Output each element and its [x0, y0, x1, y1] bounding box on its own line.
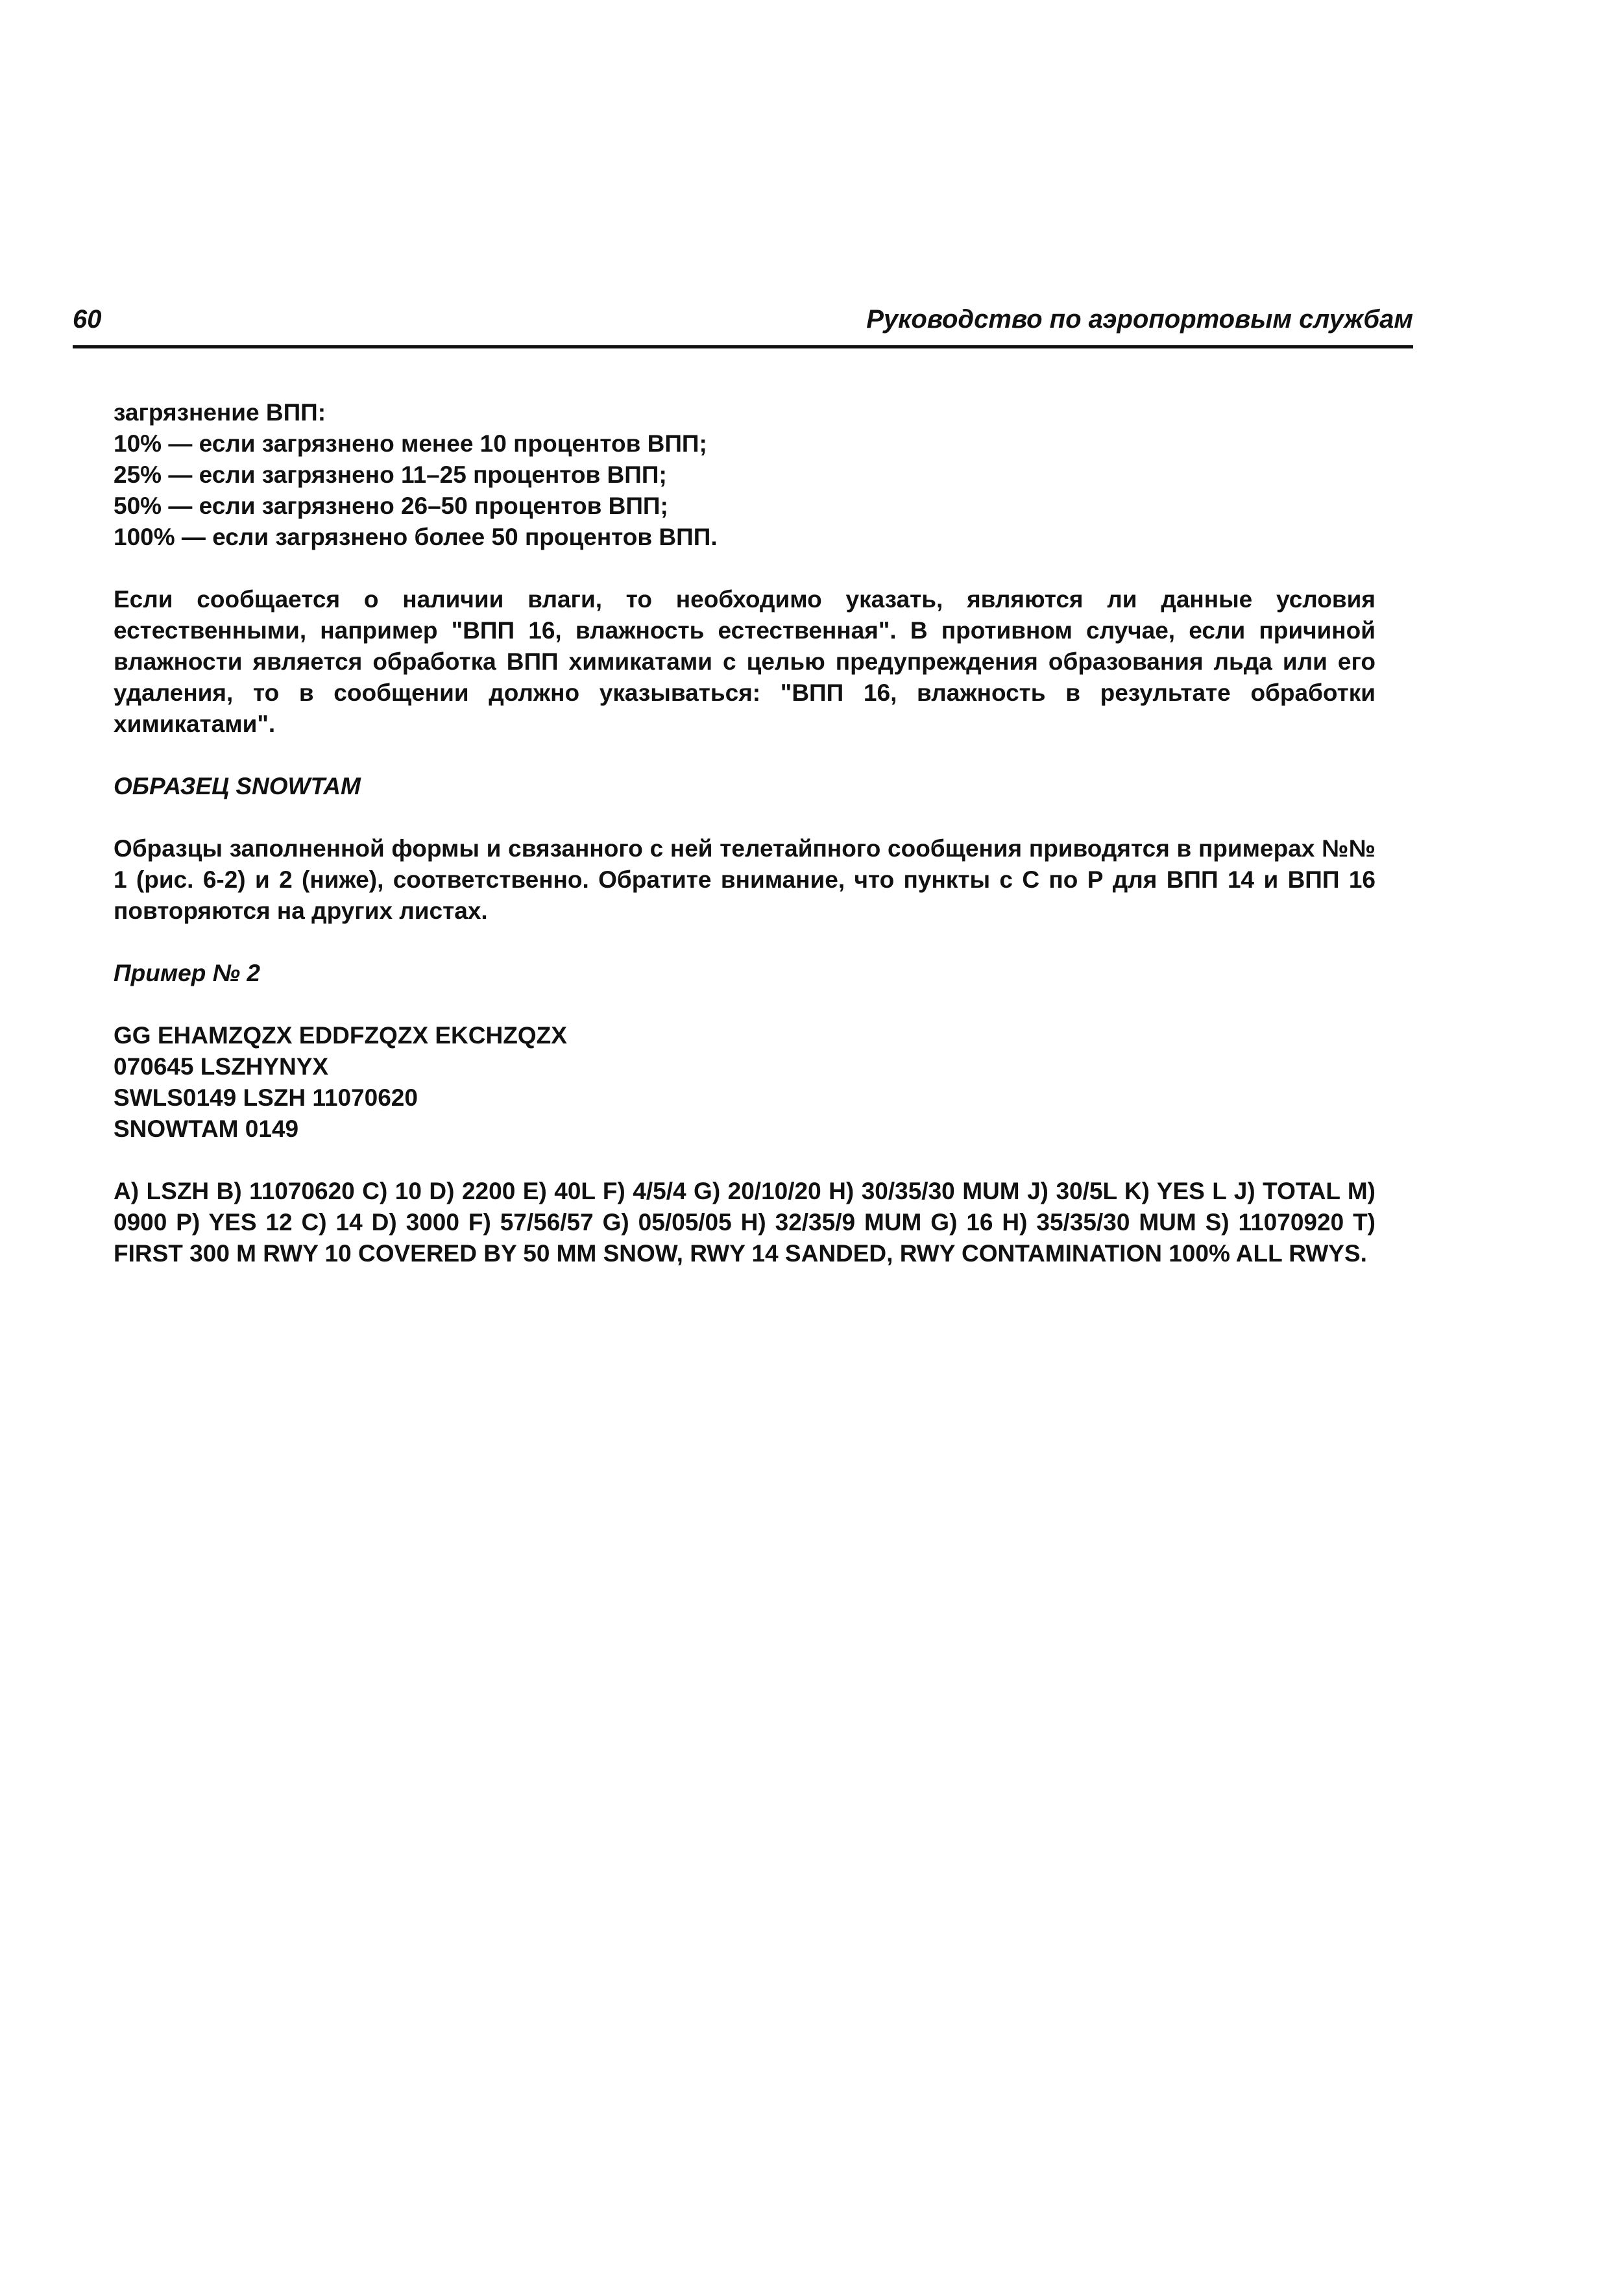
message-body: A) LSZH B) 11070620 C) 10 D) 2200 E) 40L F) 4/5/4 G) 20/10/20 H) 30/35/30 MUM J) 30/5L K) YES L J) TOTAL M) 0900 P) YES 12 C) 14 D) 3000 F) 57/56/57 G) 05/05/05 H) 32/35/9 MUM G) 16 H) 35/35/30 MUM S) 11070920 T) FIRST 300 M RWY 10 COVERED BY 50 MM SNOW, RWY 14 SANDED, RWY CONTAMINATION 100% ALL RWYS. — [114, 1178, 1376, 1267]
page-content — [114, 397, 1376, 1300]
message-header — [114, 1020, 1376, 1145]
running-title: Руководство по аэропортовым службам — [866, 305, 1413, 334]
sample-paragraph: Образцы заполненной формы и связанного с ней телетайпного сообщения приводятся в примерах №№ 1 (рис. 6-2) и 2 (ниже), соответственно. Обратите внимание, что пункты с С по Р для ВПП 14 и ВПП 16 повторяются на других листах. — [114, 835, 1376, 924]
sample-heading: ОБРАЗЕЦ SNOWTAM — [114, 773, 361, 799]
list-item: 100% — если загрязнено более 50 процентов ВПП. — [114, 524, 718, 550]
message-header-line: SWLS0149 LSZH 11070620 — [114, 1084, 418, 1111]
page-header — [73, 300, 1413, 348]
contamination-list — [114, 397, 1376, 553]
list-item: загрязнение ВПП: — [114, 399, 326, 426]
list-item: 10% — если загрязнено менее 10 процентов ВПП; — [114, 430, 707, 457]
page-number: 60 — [73, 305, 102, 334]
message-header-line: 070645 LSZHYNYX — [114, 1053, 329, 1080]
moisture-paragraph: Если сообщается о наличии влаги, то необходимо указать, являются ли данные условия естественными, например "ВПП 16, влажность естественная". В противном случае, если причиной влажности является обработка ВПП химикатами с целью предупреждения образования льда или его удаления, то в сообщении должно указываться: "ВПП 16, влажность в результате обработки химикатами". — [114, 586, 1376, 737]
list-item: 50% — если загрязнено 26–50 процентов ВПП; — [114, 493, 668, 519]
message-header-line: GG EHAMZQZX EDDFZQZX EKCHZQZX — [114, 1022, 567, 1049]
list-item: 25% — если загрязнено 11–25 процентов ВПП; — [114, 461, 667, 488]
example-heading: Пример № 2 — [114, 960, 260, 986]
message-header-line: SNOWTAM 0149 — [114, 1115, 299, 1142]
